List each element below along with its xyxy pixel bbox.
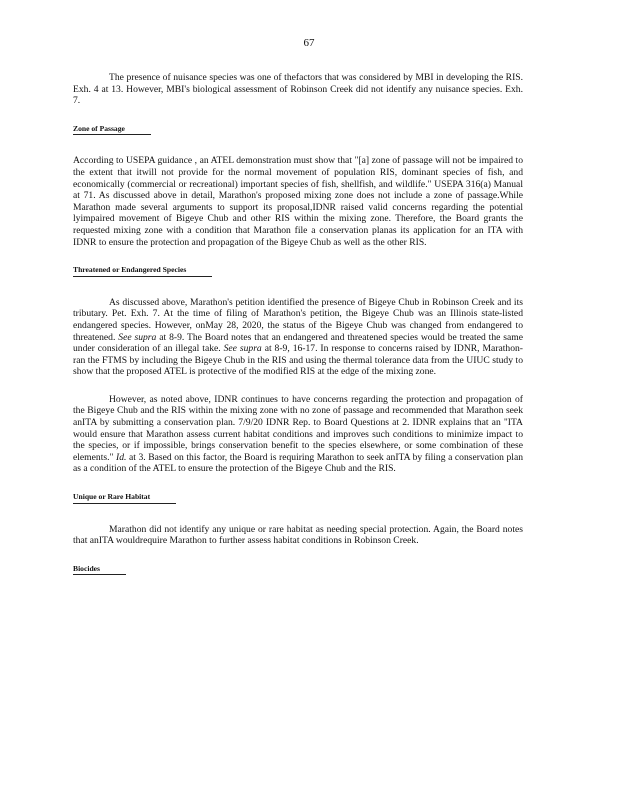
see-supra-citation-2: See supra	[223, 343, 262, 355]
threatened-text-a: As discussed above, Marathon's petition identified the presence of Bigeye Chub in Robinson Creek and its tributary. Pet. Exh. 7. At the time of filing of Marathon's petition, the Bigeye Chub was an Illinois state-listed endangered species. However, onMay 28, 2020, the status of the Bigeye Chub was changed from endangered to threatened.	[73, 296, 523, 343]
threatened-species-paragraph-1	[73, 297, 523, 378]
see-supra-citation-1: See supra	[118, 331, 157, 343]
threatened-text-c: at 8-9, 16-17. In response to concerns raised by IDNR, Marathon-ran the FTMS by including the Bigeye Chub in the RIS and using the thermal tolerance data from the UIUC study to show that the proposed ATEL is protective of the modified RIS at the edge of the mixing zone.	[73, 343, 523, 378]
threatened-species-heading: Threatened or Endangered Species	[73, 264, 212, 277]
threatened-text-b: at 8-9. The Board notes that an endangered and threatened species would be treated the same under consideration of an illegal take.	[73, 331, 523, 355]
threatened-species-paragraph-2	[73, 394, 523, 475]
idnr-concerns-text-b: at 3. Based on this factor, the Board is requiring Marathon to seek anITA by filing a conservation plan as a condition of the ATEL to ensure the protection of the Bigeye Chub and the RIS.	[73, 451, 524, 475]
unique-habitat-paragraph: Marathon did not identify any unique or rare habitat as needing special protection. Again, the Board notes that anITA wouldrequire Marathon to further assess habitat conditions in Robinson Creek.	[73, 523, 523, 547]
nuisance-species-paragraph: The presence of nuisance species was one of thefactors that was considered by MBI in developing the RIS. Exh. 4 at 13. However, MBI's biological assessment of Robinson Creek did not identify any nuisance species. Exh. 7.	[73, 72, 523, 107]
zone-of-passage-paragraph: According to USEPA guidance , an ATEL demonstration must show that "[a] zone of passage will not be impaired to the extent that itwill not provide for the normal movement of population RIS, dominant species of fish, and economically (commercial or recreational) important species of fish, shellfish, and wildlife." USEPA 316(a) Manual at 71. As discussed above in detail, Marathon's proposed mixing zone does not include a zone of passage.While Marathon made several arguments to support its proposal,IDNR raised valid concerns regarding the potential lyimpaired movement of Bigeye Chub and other RIS within the mixing zone. Therefore, the Board grants the requested mixing zone with a condition that Marathon file a conservation planas its application for an ITA with IDNR to ensure the protection and propagation of the Bigeye Chub as well as the other RIS.	[73, 155, 523, 248]
id-citation: Id.	[116, 451, 127, 463]
idnr-concerns-text-a: However, as noted above, IDNR continues to have concerns regarding the protection and propagation of the Bigeye Chub and the RIS within the mixing zone with no zone of passage and recommended that Marathon seek anITA by submitting a conservation plan. 7/9/20 IDNR Rep. to Board Questions at 2. IDNR explains that an "ITA would ensure that Marathon assess current habitat conditions and improves such conditions to minimize impact to the species, or if impossible, brings conservation benefit to the species elsewhere, or some combination of these elements."	[73, 393, 523, 463]
unique-habitat-heading: Unique or Rare Habitat	[73, 491, 176, 504]
document-body	[73, 72, 523, 575]
page-number: 67	[303, 37, 315, 49]
biocides-heading: Biocides	[73, 563, 126, 576]
zone-of-passage-heading: Zone of Passage	[73, 123, 151, 136]
